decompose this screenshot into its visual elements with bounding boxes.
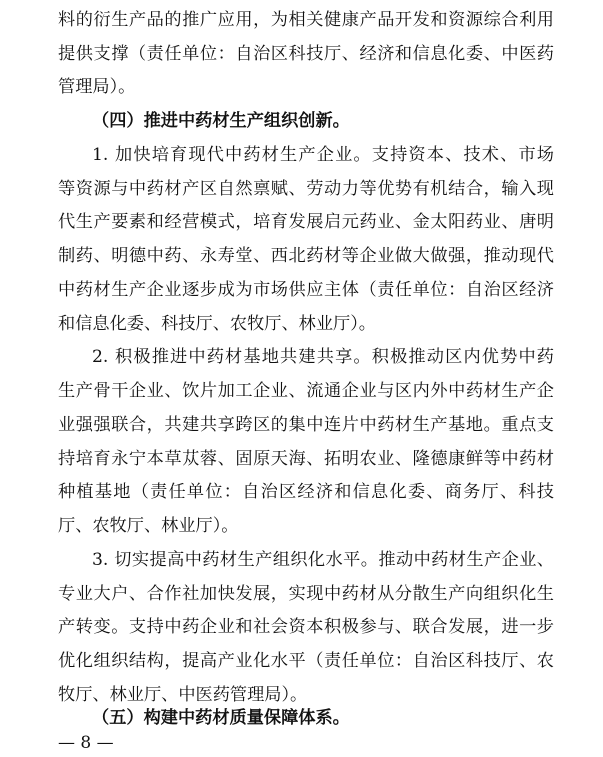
item-2-line-5: 种植基地（责任单位：自治区经济和信息化委、商务厅、科技 xyxy=(58,482,554,502)
item-2-line-3: 业强强联合，共建共享跨区的集中连片中药材生产基地。重点支 xyxy=(58,415,554,435)
item-1-line-3: 代生产要素和经营模式，培育发展启元药业、金太阳药业、唐明 xyxy=(58,212,554,232)
page-number: — 8 — xyxy=(58,733,114,753)
intro-line-1: 料的衍生产品的推广应用，为相关健康产品开发和资源综合利用 xyxy=(58,10,554,30)
item-2-line-2: 生产骨干企业、饮片加工企业、流通企业与区内外中药材生产企 xyxy=(58,381,554,401)
item-2-line-1: 2. 积极推进中药材基地共建共享。积极推动区内优势中药 xyxy=(92,347,554,367)
intro-line-2: 提供支撑（责任单位：自治区科技厅、经济和信息化委、中医药 xyxy=(58,44,554,64)
item-3-line-5: 牧厅、林业厅、中医药管理局）。 xyxy=(58,685,308,705)
item-1-line-2: 等资源与中药材产区自然禀赋、劳动力等优势有机结合，输入现 xyxy=(58,179,554,199)
intro-line-3: 管理局）。 xyxy=(58,77,136,97)
item-3-line-4: 优化组织结构，提高产业化水平（责任单位：自治区科技厅、农 xyxy=(58,651,554,671)
item-3-line-3: 产转变。支持中药企业和社会资本积极参与、联合发展，进一步 xyxy=(58,617,554,637)
item-2-line-4: 持培育永宁本草苁蓉、固原天海、拓明农业、隆德康鲜等中药材 xyxy=(58,449,554,469)
item-2-line-6: 厅、农牧厅、林业厅）。 xyxy=(58,516,239,536)
item-1-line-4: 制药、明德中药、永寿堂、西北药材等企业做大做强，推动现代 xyxy=(58,246,554,266)
section-5-heading: （五）构建中药材质量保障体系。 xyxy=(92,708,350,728)
item-1-line-6: 和信息化委、科技厅、农牧厅、林业厅）。 xyxy=(58,314,376,334)
item-1-line-5: 中药材生产企业逐步成为市场供应主体（责任单位：自治区经济 xyxy=(58,280,554,300)
item-3-line-2: 专业大户、合作社加快发展，实现中药材从分散生产向组织化生 xyxy=(58,584,554,604)
item-1-line-1: 1. 加快培育现代中药材生产企业。支持资本、技术、市场 xyxy=(92,145,554,165)
section-4-heading: （四）推进中药材生产组织创新。 xyxy=(92,111,350,131)
item-3-line-1: 3. 切实提高中药材生产组织化水平。推动中药材生产企业、 xyxy=(92,550,554,570)
